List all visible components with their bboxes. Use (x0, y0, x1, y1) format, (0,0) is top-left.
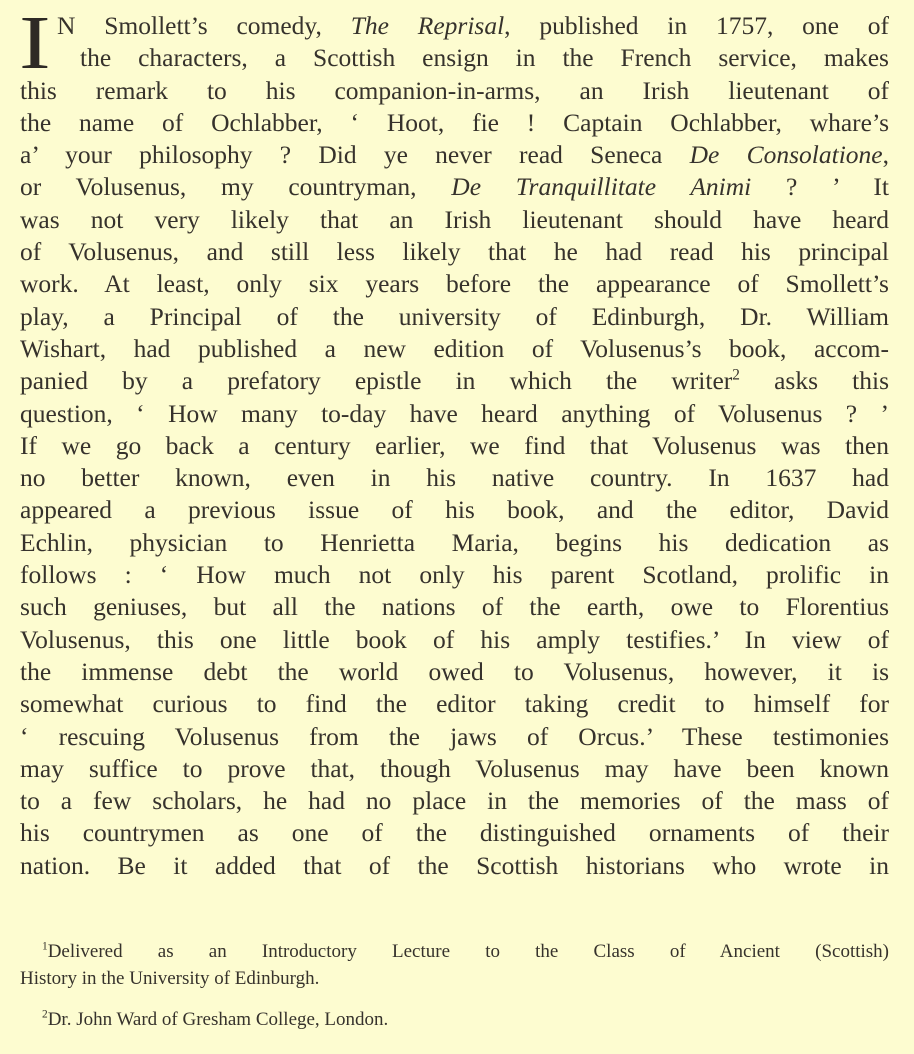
text-segment: was not very likely that an Irish lieutenant should have heard (20, 204, 889, 234)
text-line (20, 527, 889, 559)
text-segment: ‘ rescuing Volusenus from the jaws of Orcus.’ These testimonies (20, 721, 889, 751)
text-line (20, 721, 889, 753)
text-line (20, 624, 889, 656)
text-segment: work. At least, only six years before the appearance of Smollett’s (20, 269, 889, 299)
body-text (19, 1, 889, 882)
text-line (20, 656, 889, 688)
footnote-text: Dr. John Ward of Gresham College, London. (47, 1009, 389, 1030)
text-segment: follows : ‘ How much not only his parent Scotland, prolific in (20, 560, 889, 590)
text-segment: question, ‘ How many to-day have heard anything of Volusenus ? ’ (20, 398, 889, 428)
text-line (20, 688, 889, 720)
text-line (20, 591, 889, 623)
text-segment: appeared a previous issue of his book, and the editor, David (20, 495, 889, 525)
text-segment: may suffice to prove that, though Volusenus may have been known (20, 753, 889, 783)
footnote-1-continued: History in the University of Edinburgh. (20, 968, 320, 989)
footnotes (20, 938, 889, 1033)
text-line (20, 268, 889, 300)
text-line (20, 204, 889, 236)
text-segment: of Volusenus, and still less likely that he had read his principal (20, 237, 889, 267)
text-line (20, 333, 889, 365)
text-line (20, 753, 889, 785)
text-segment: Volusenus, this one little book of his amply testifies.’ In view of (20, 624, 889, 654)
text-line (20, 365, 889, 397)
text-line (20, 236, 889, 268)
text-line (20, 139, 889, 171)
text-line (57, 10, 889, 42)
text-segment: his countrymen as one of the distinguished ornaments of their (20, 818, 889, 848)
text-segment: asks this (739, 366, 889, 396)
footnote-1 (20, 938, 889, 965)
text-segment: panied by a prefatory epistle in which the writer (20, 366, 733, 396)
text-segment: nation. Be it added that of the Scottish historians who wrote in (20, 850, 889, 880)
italic-title: De Tranquillitate Animi (451, 172, 752, 202)
italic-title: The Reprisal (350, 11, 505, 40)
text-line (20, 430, 889, 462)
drop-cap: I (19, 1, 51, 85)
text-segment: , (882, 140, 889, 170)
text-line (20, 75, 889, 107)
text-segment: Echlin, physician to Henrietta Maria, begins his dedication as (20, 527, 889, 557)
text-segment: the immense debt the world owed to Volusenus, however, it is (20, 656, 889, 686)
text-segment: If we go back a century earlier, we find that Volusenus was then (20, 430, 889, 460)
text-segment: somewhat curious to find the editor taking credit to himself for (20, 689, 889, 719)
text-segment: N Smollett’s comedy, (57, 11, 351, 40)
footnote-text: Delivered as an Introductory Lecture to the Class of Ancient (Scottish) (47, 941, 889, 962)
italic-title: De Consolatione (689, 140, 883, 170)
text-segment: a’ your philosophy ? Did ye never read Seneca (20, 140, 690, 170)
text-line (20, 785, 889, 817)
text-segment: , published in 1757, one of (504, 11, 889, 40)
text-segment: the characters, a Scottish ensign in the French service, makes (80, 43, 889, 73)
footnote-mark: 1 (42, 940, 48, 953)
text-line (20, 850, 889, 882)
text-segment: play, a Principal of the university of Edinburgh, Dr. William (20, 301, 889, 331)
text-line (20, 559, 889, 591)
text-segment: ? ’ It (751, 172, 889, 202)
text-line (20, 462, 889, 494)
footnote-2 (20, 1006, 889, 1033)
text-line (80, 42, 889, 74)
text-segment: the name of Ochlabber, ‘ Hoot, fie ! Captain Ochlabber, whare’s (20, 107, 889, 137)
text-segment: to a few scholars, he had no place in the memories of the mass of (20, 786, 889, 816)
footnote-mark: 2 (42, 1008, 48, 1021)
text-line (20, 398, 889, 430)
text-segment: or Volusenus, my countryman, (20, 172, 452, 202)
text-line (20, 817, 889, 849)
text-segment: no better known, even in his native country. In 1637 had (20, 463, 889, 493)
text-segment: Wishart, had published a new edition of Volusenus’s book, accom- (20, 333, 889, 363)
text-segment: such geniuses, but all the nations of the earth, owe to Florentius (20, 592, 889, 622)
text-line (20, 171, 889, 203)
text-segment: this remark to his companion-in-arms, an Irish lieutenant of (20, 75, 889, 105)
text-line (20, 107, 889, 139)
text-line (20, 494, 889, 526)
text-line (20, 301, 889, 333)
footnote-ref: 2 (732, 366, 740, 384)
